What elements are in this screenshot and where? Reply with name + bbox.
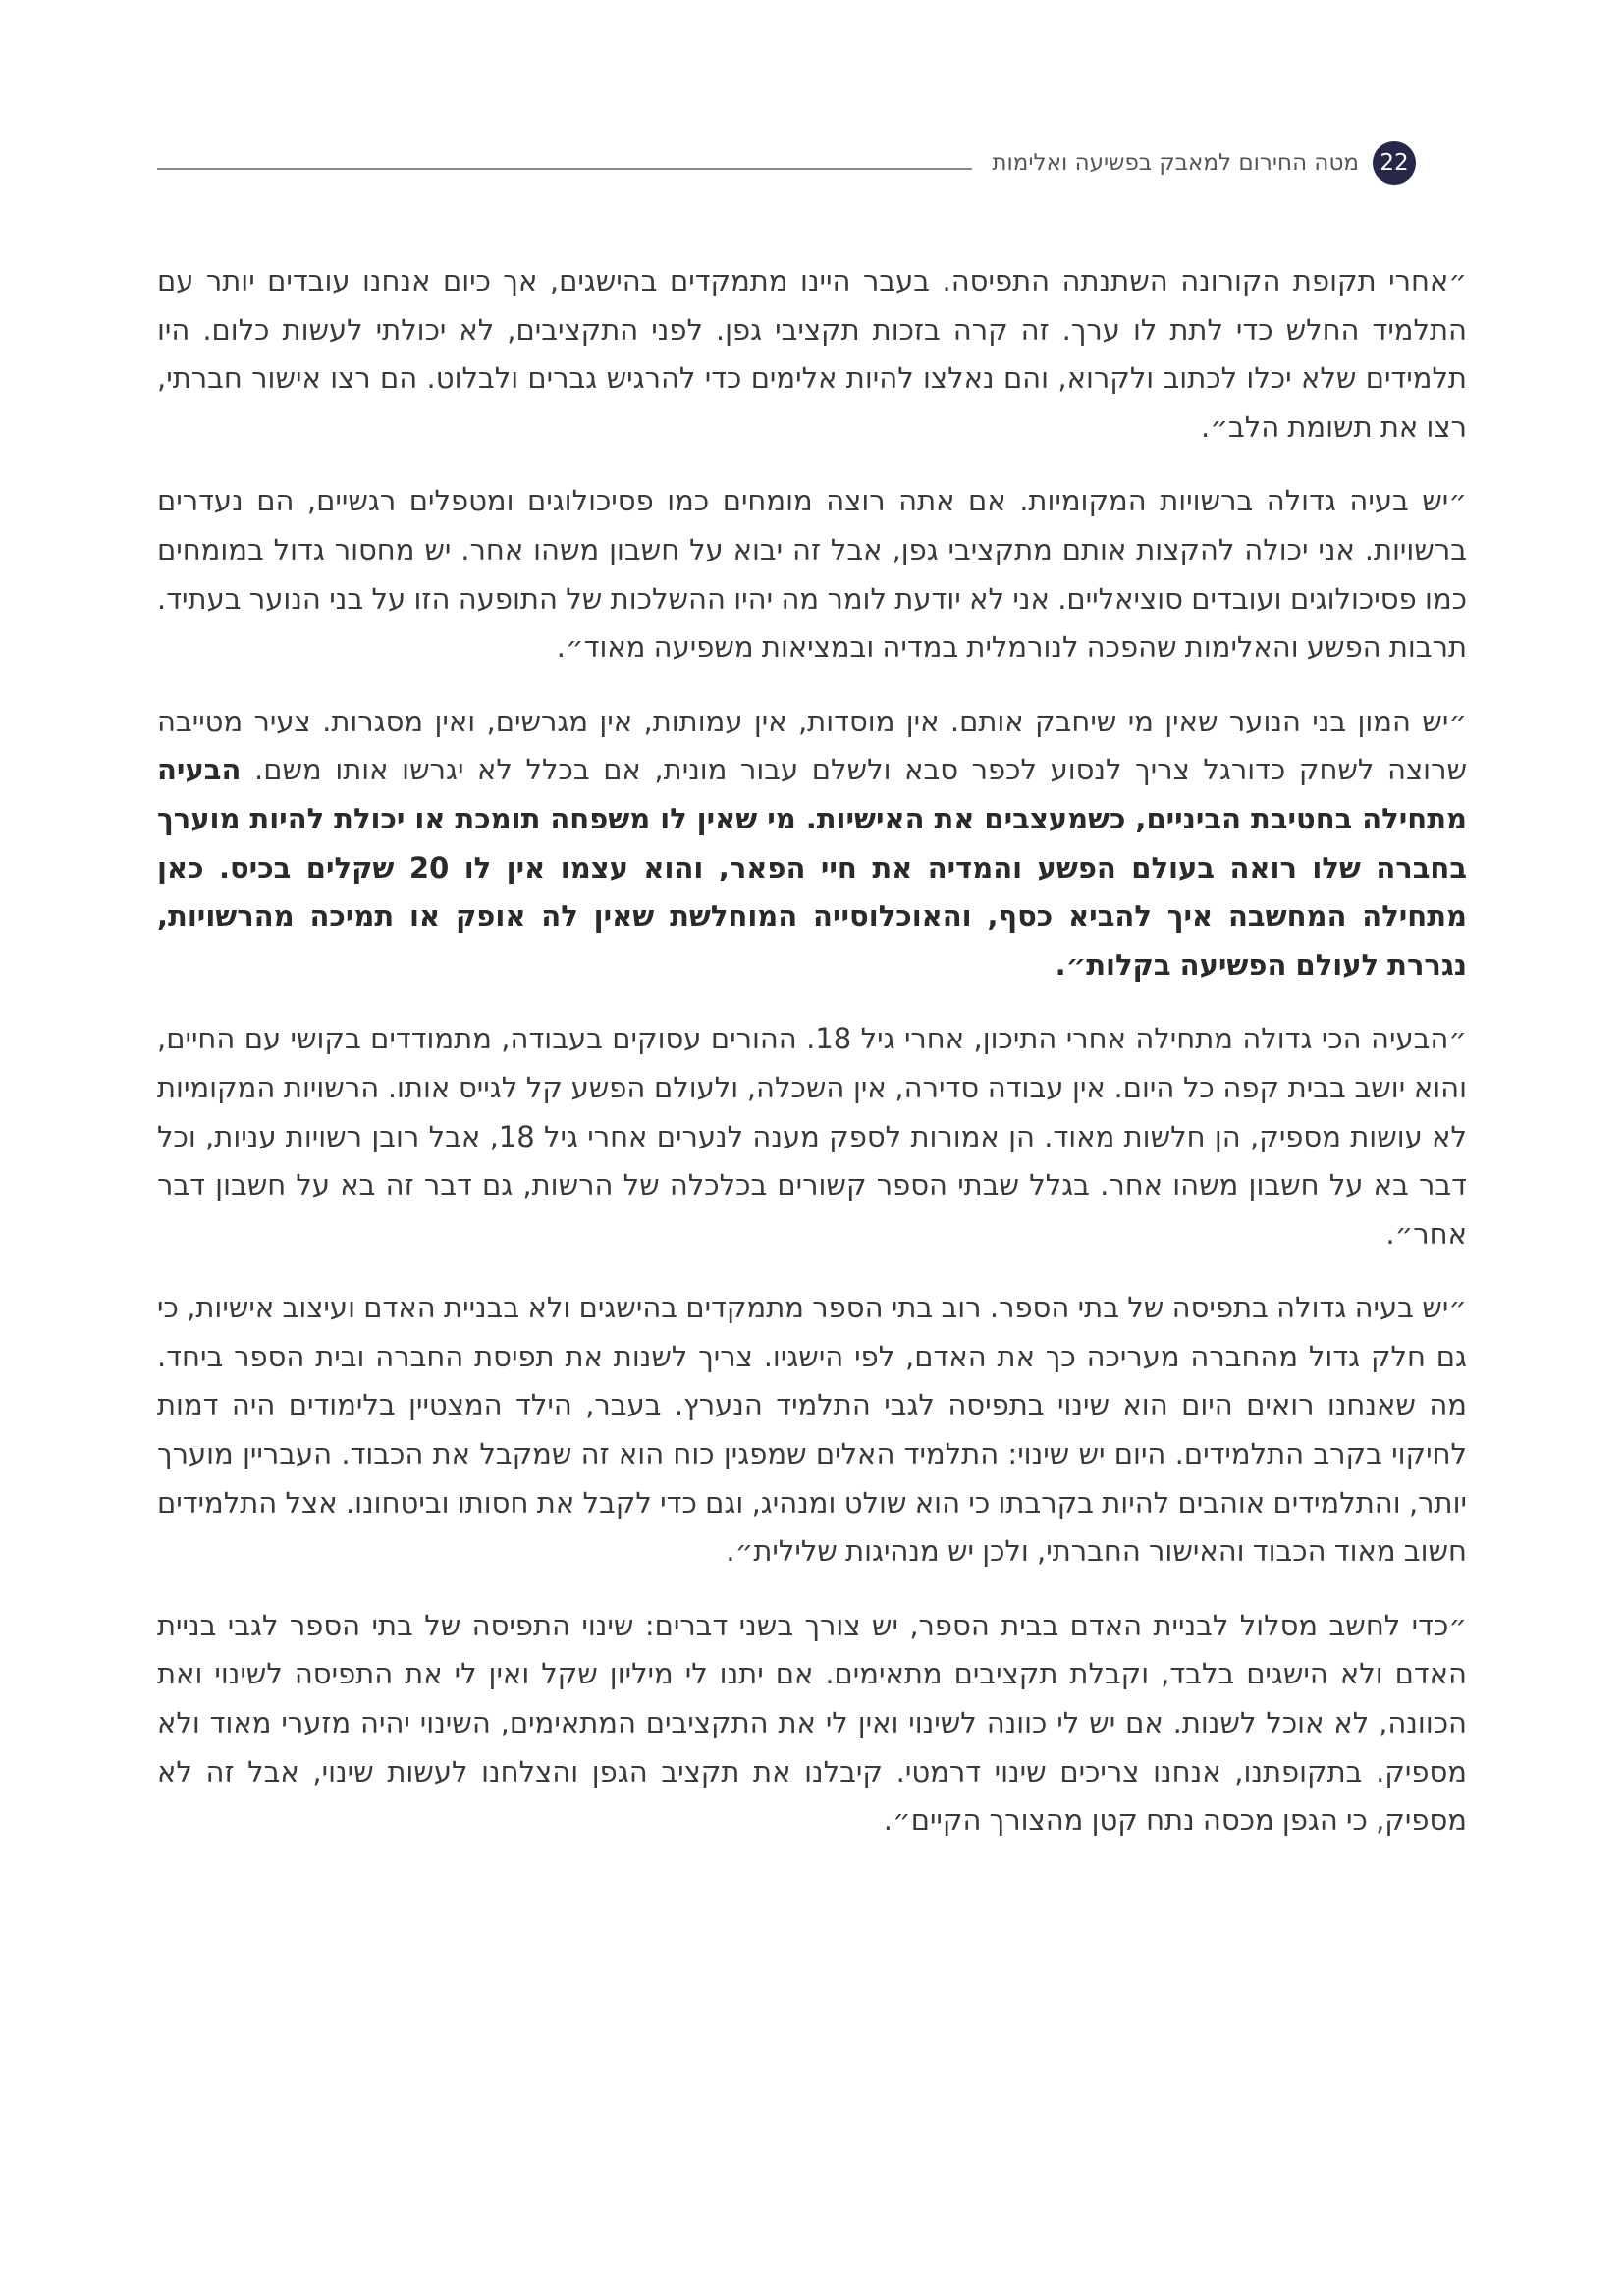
paragraph-4 (157, 1015, 1467, 1258)
running-header-title: מטה החירום למאבק בפשיעה ואלימות (992, 150, 1359, 176)
paragraph-4-text: ״הבעיה הכי גדולה מתחילה אחרי התיכון, אחרי גיל 18. ההורים עסוקים בעבודה, מתמודדים בקושי עם החיים, והוא יושב בבית קפה כל היום. אין עבודה סדירה, אין השכלה, ולעולם הפשע קל לגייס אותו. הרשויות המקומיות לא עושות מספיק, הן חלשות מאוד. הן אמורות לספק מענה לנערים אחרי גיל 18, אבל רובן רשויות עניות, וכל דבר בא על חשבון משהו אחר. בגלל שבתי הספר קשורים בכלכלה של הרשות, גם דבר זה בא על חשבון דבר אחר״. (157, 1022, 1467, 1251)
paragraph-3 (157, 698, 1467, 990)
paragraph-6-text: ״כדי לחשב מסלול לבניית האדם בבית הספר, יש צורך בשני דברים: שינוי התפיסה של בתי הספר לגבי בניית האדם ולא הישגים בלבד, וקבלת תקציבים מתאימים. אם יתנו לי מיליון שקל ואין לי את התפיסה לשינוי ואת הכוונה, לא אוכל לשנות. אם יש לי כוונה לשינוי ואין לי את התקציבים המתאימים, השינוי יהיה מזערי מאוד ולא מספיק. בתקופתנו, אנחנו צריכים שינוי דרמטי. קיבלנו את תקציב הגפן והצלחנו לעשות שינוי, אבל זה לא מספיק, כי הגפן מכסה נתח קטן מהצורך הקיים״. (157, 1608, 1467, 1838)
paragraph-3-text: ״יש המון בני הנוער שאין מי שיחבק אותם. אין מוסדות, אין עמותות, אין מגרשים, ואין מסגרות. צעיר מטייבה שרוצה לשחק כדורגל צריך לנסוע לכפר סבא ולשלם עבור מונית, אם בכלל לא יגרשו אותו משם. (157, 704, 1467, 787)
paragraph-6 (157, 1602, 1467, 1845)
body-text (157, 257, 1467, 1871)
paragraph-1-text: ״אחרי תקופת הקורונה השתנתה התפיסה. בעבר היינו מתמקדים בהישגים, אך כיום אנחנו עובדים יותר עם התלמיד החלש כדי לתת לו ערך. זה קרה בזכות תקציבי גפן. לפני התקציבים, לא יכולתי לעשות כלום. היו תלמידים שלא יכלו לכתוב ולקרוא, והם נאלצו להיות אלימים כדי להרגיש גברים ולבלוט. הם רצו אישור חברתי, רצו את תשומת הלב״. (157, 264, 1467, 444)
page-number-badge: 22 (1373, 141, 1416, 185)
paragraph-2 (157, 477, 1467, 671)
header-divider (157, 168, 972, 170)
paragraph-5 (157, 1284, 1467, 1576)
paragraph-5-text: ״יש בעיה גדולה בתפיסה של בתי הספר. רוב בתי הספר מתמקדים בהישגים ולא בבניית האדם ועיצוב אישיות, כי גם חלק גדול מהחברה מעריכה כך את האדם, לפי הישגיו. צריך לשנות את תפיסת החברה ובית הספר ביחד. מה שאנחנו רואים היום הוא שינוי בתפיסה לגבי התלמיד הנערץ. בעבר, הילד המצטיין בלימודים היה דמות לחיקוי בקרב התלמידים. היום יש שינוי: התלמיד האלים שמפגין כוח הוא זה שמקבל את הכבוד. העבריין מוערך יותר, והתלמידים אוהבים להיות בקרבתו כי הוא שולט ומנהיג, וגם כדי לקבל את חסותו וביטחונו. אצל התלמידים חשוב מאוד הכבוד והאישור החברתי, ולכן יש מנהיגות שלילית״. (157, 1291, 1467, 1569)
paragraph-2-text: ״יש בעיה גדולה ברשויות המקומיות. אם אתה רוצה מומחים כמו פסיכולוגים ומטפלים רגשיים, הם נעדרים ברשויות. אני יכולה להקצות אותם מתקציבי גפן, אבל זה יבוא על חשבון משהו אחר. יש מחסור גדול במומחים כמו פסיכולוגים ועובדים סוציאליים. אני לא יודעת לומר מה יהיו ההשלכות של התופעה הזו על בני הנוער בעתיד. תרבות הפשע והאלימות שהפכה לנורמלית במדיה ובמציאות משפיעה מאוד״. (157, 484, 1467, 665)
paragraph-1 (157, 257, 1467, 452)
paragraph-3-bold-text: הבעיה מתחילה בחטיבת הביניים, כשמעצבים את האישיות. מי שאין לו משפחה תומכת או יכולת להיות מוערך בחברה שלו רואה בעולם הפשע והמדיה את חיי הפאר, והוא עצמו אין לו 20 שקלים בכיס. כאן מתחילה המחשבה איך להביא כסף, והאוכלוסייה המוחלשת שאין לה אופק או תמיכה מהרשויות, נגררת לעולם הפשיעה בקלות״. (157, 753, 1468, 982)
